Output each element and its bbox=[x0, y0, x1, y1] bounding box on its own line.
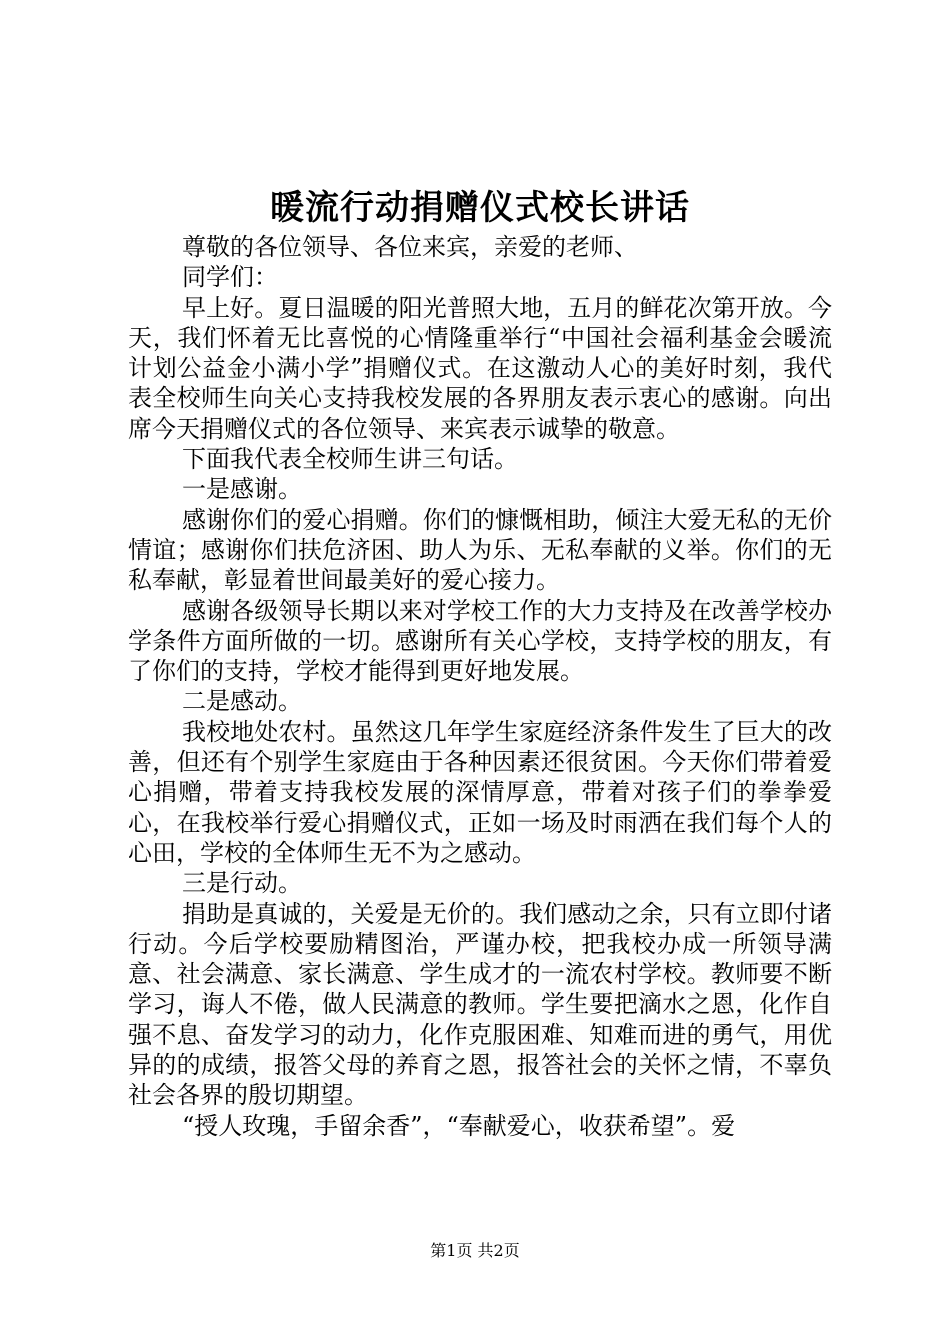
document-title: 暖流行动捐赠仪式校长讲话 bbox=[270, 188, 690, 228]
paragraph-moved: 我校地处农村。虽然这几年学生家庭经济条件发生了巨大的改善，但还有个别学生家庭由于各种因素还很贫困。今天你们带着爱心捐赠，带着支持我校发展的深情厚意，带着对孩子们的拳拳爱心，在我校举行爱心捐赠仪式，正如一场及时雨洒在我们每个人的心田，学校的全体师生无不为之感动。 bbox=[128, 717, 832, 867]
salutation-line-2: 同学们： bbox=[182, 263, 278, 292]
paragraph-thanks-1: 感谢你们的爱心捐赠。你们的慷慨相助，倾注大爱无私的无价情谊；感谢你们扶危济困、助人为乐、无私奉献的义举。你们的无私奉献，彰显着世间最美好的爱心接力。 bbox=[128, 505, 832, 595]
paragraph-intro: 下面我代表全校师生讲三句话。 bbox=[182, 445, 518, 474]
section-heading-action: 三是行动。 bbox=[182, 869, 302, 898]
paragraph-thanks-2: 感谢各级领导长期以来对学校工作的大力支持及在改善学校办学条件方面所做的一切。感谢所有关心学校，支持学校的朋友，有了你们的支持，学校才能得到更好地发展。 bbox=[128, 596, 832, 686]
document-page bbox=[128, 186, 832, 1141]
page-footer: 第1页 共2页 bbox=[430, 1241, 520, 1260]
salutation-line-1: 尊敬的各位领导、各位来宾，亲爱的老师、 bbox=[182, 233, 638, 261]
section-heading-thanks: 一是感谢。 bbox=[182, 475, 302, 504]
paragraph-closing: “授人玫瑰，手留余香”，“奉献爱心，收获希望”。爱 bbox=[182, 1111, 736, 1140]
section-heading-moved: 二是感动。 bbox=[182, 687, 302, 716]
paragraph-action: 捐助是真诚的，关爱是无价的。我们感动之余，只有立即付诸行动。今后学校要励精图治，严谨办校，把我校办成一所领导满意、社会满意、家长满意、学生成才的一流农村学校。教师要不断学习，诲人不倦，做人民满意的教师。学生要把滴水之恩，化作自强不息、奋发学习的动力，化作克服困难、知难而进的勇气，用优异的的成绩，报答父母的养育之恩，报答社会的关怀之情，不辜负社会各界的殷切期望。 bbox=[128, 899, 832, 1110]
paragraph-greeting: 早上好。夏日温暖的阳光普照大地，五月的鲜花次第开放。今天，我们怀着无比喜悦的心情隆重举行“中国社会福利基金会暖流计划公益金小满小学”捐赠仪式。在这激动人心的美好时刻，我代表全校师生向关心支持我校发展的各界朋友表示衷心的感谢。向出席今天捐赠仪式的各位领导、来宾表示诚挚的敬意。 bbox=[128, 293, 832, 443]
